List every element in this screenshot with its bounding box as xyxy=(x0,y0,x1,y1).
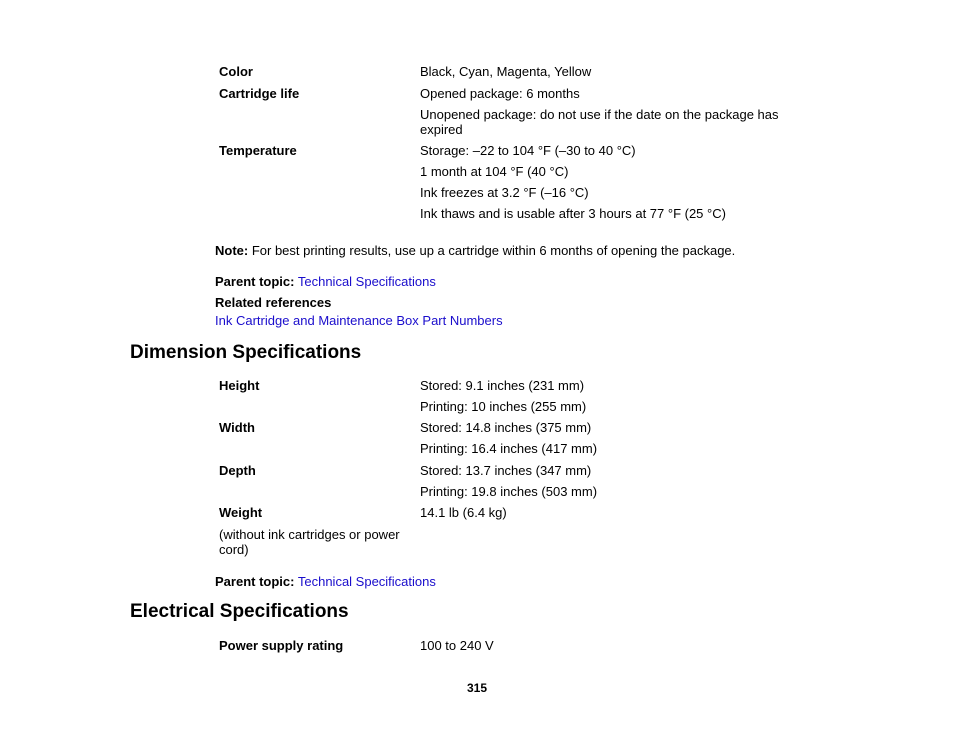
dimension-specifications-heading: Dimension Specifications xyxy=(130,342,362,363)
spec-label-cartridge-life: Cartridge life xyxy=(219,86,300,101)
spec-label-color: Color xyxy=(219,64,253,79)
elec-value-power-supply: 100 to 240 V xyxy=(420,638,494,653)
parent-topic-line xyxy=(215,274,436,289)
note-paragraph xyxy=(215,243,855,258)
parent-topic-label-2: Parent topic: xyxy=(215,574,295,589)
electrical-specifications-heading: Electrical Specifications xyxy=(130,601,349,622)
spec-value-color: Black, Cyan, Magenta, Yellow xyxy=(420,64,592,79)
dim-value-depth-printing: Printing: 19.8 inches (503 mm) xyxy=(420,484,598,499)
spec-value-cartridge-life-opened: Opened package: 6 months xyxy=(420,86,580,101)
parent-topic-label: Parent topic: xyxy=(215,274,295,289)
note-text: For best printing results, use up a cartridge within 6 months of opening the package. xyxy=(248,243,736,258)
dim-value-width-printing: Printing: 16.4 inches (417 mm) xyxy=(420,441,598,456)
related-references-label: Related references xyxy=(215,295,332,310)
technical-specifications-link-2[interactable]: Technical Specifications xyxy=(297,574,436,589)
spec-value-temperature-thaw: Ink thaws and is usable after 3 hours at 77 °F (25 °C) xyxy=(420,206,726,221)
spec-label-temperature: Temperature xyxy=(219,143,297,158)
page-number: 315 xyxy=(466,681,488,695)
spec-value-cartridge-life-unopened: Unopened package: do not use if the date on the package has expired xyxy=(420,107,779,137)
dim-label-depth: Depth xyxy=(219,463,256,478)
spec-value-temperature-month: 1 month at 104 °F (40 °C) xyxy=(420,164,569,179)
dim-value-width-stored: Stored: 14.8 inches (375 mm) xyxy=(420,420,592,435)
parent-topic-line-2 xyxy=(215,574,436,589)
dim-value-height-printing: Printing: 10 inches (255 mm) xyxy=(420,399,587,414)
dim-value-height-stored: Stored: 9.1 inches (231 mm) xyxy=(420,378,585,393)
technical-specifications-link[interactable]: Technical Specifications xyxy=(297,274,436,289)
dim-label-width: Width xyxy=(219,420,255,435)
dim-value-weight: 14.1 lb (6.4 kg) xyxy=(420,505,507,520)
dim-value-depth-stored: Stored: 13.7 inches (347 mm) xyxy=(420,463,592,478)
dim-label-weight: Weight xyxy=(219,505,263,520)
dim-weight-note: (without ink cartridges or power cord) xyxy=(219,527,400,557)
spec-value-temperature-freeze: Ink freezes at 3.2 °F (–16 °C) xyxy=(420,185,589,200)
elec-label-power-supply: Power supply rating xyxy=(219,638,344,653)
spec-value-temperature-storage: Storage: –22 to 104 °F (–30 to 40 °C) xyxy=(420,143,636,158)
dim-label-height: Height xyxy=(219,378,260,393)
note-label: Note: xyxy=(215,243,249,258)
ink-cartridge-part-numbers-link[interactable]: Ink Cartridge and Maintenance Box Part Numbers xyxy=(215,313,503,328)
